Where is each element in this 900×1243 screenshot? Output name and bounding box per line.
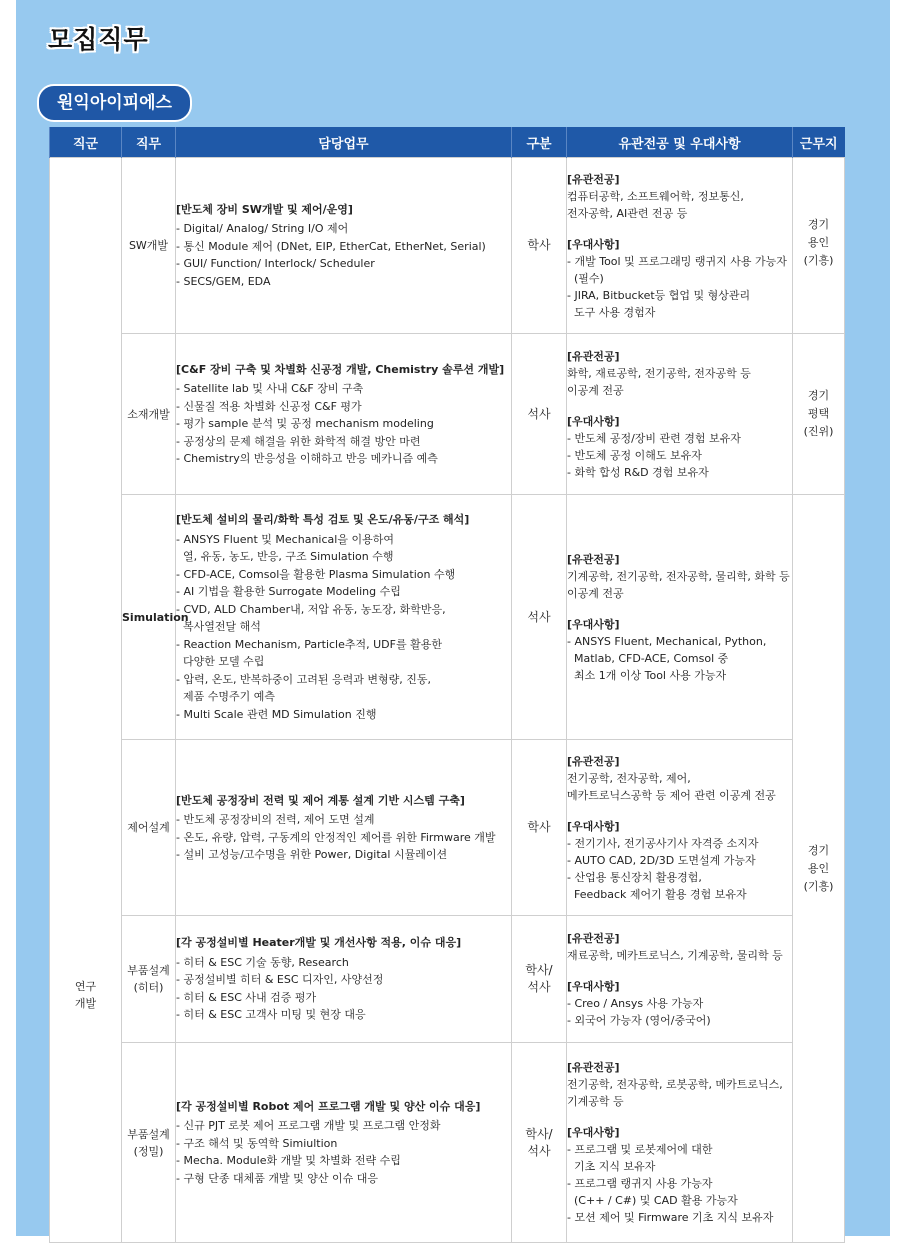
table-body bbox=[50, 158, 845, 1243]
duty-line: - Mecha. Module화 개발 및 차별화 전략 수립 bbox=[176, 1154, 401, 1168]
table-row bbox=[50, 495, 845, 740]
major-line: 이공계 전공 bbox=[567, 586, 624, 600]
major-line: 전기공학, 전자공학, 제어, bbox=[567, 771, 691, 785]
quals-cell bbox=[567, 916, 793, 1043]
duties-cell bbox=[176, 916, 512, 1043]
major-line: 기계공학 등 bbox=[567, 1095, 624, 1108]
pref-line: - 반도체 공정 이해도 보유자 bbox=[567, 448, 702, 462]
header-dept: 직군 bbox=[50, 127, 122, 158]
duty-line: - GUI/ Function/ Interlock/ Scheduler bbox=[176, 257, 375, 271]
pref-label: [우대사항] bbox=[567, 979, 620, 993]
table-row bbox=[50, 158, 845, 334]
major-label: [유관전공] bbox=[567, 349, 620, 363]
pref-line: Feedback 제어기 활용 경험 보유자 bbox=[567, 887, 747, 901]
duty-line: - Reaction Mechanism, Particle추적, UDF를 활용한 bbox=[176, 637, 442, 651]
pref-line: - 개발 Tool 및 프로그래밍 랭귀지 사용 가능자 bbox=[567, 254, 787, 268]
duty-line: - 구형 단종 대체품 개발 및 양산 이슈 대응 bbox=[176, 1171, 378, 1185]
company-badge: 원익아이피에스 bbox=[37, 84, 192, 122]
pref-label: [우대사항] bbox=[567, 237, 620, 251]
duty-line: - AI 기법을 활용한 Surrogate Modeling 수립 bbox=[176, 585, 401, 598]
header-duties: 담당업무 bbox=[176, 127, 512, 158]
quals-cell bbox=[567, 334, 793, 495]
major-label: [유관전공] bbox=[567, 931, 620, 945]
duty-line: - 히터 & ESC 고객사 미팅 및 현장 대응 bbox=[176, 1008, 366, 1022]
pref-line: - 산업용 통신장치 활용경험, bbox=[567, 870, 702, 884]
duty-line: 제품 수명주기 예측 bbox=[176, 690, 276, 703]
duty-line: - 신규 PJT 로봇 제어 프로그램 개발 및 프로그램 안정화 bbox=[176, 1119, 441, 1133]
duty-line: - Multi Scale 관련 MD Simulation 진행 bbox=[176, 707, 377, 721]
dept-cell: 연구 개발 bbox=[50, 158, 122, 1243]
spacer bbox=[567, 602, 792, 616]
duty-line: - 히터 & ESC 기술 동향, Research bbox=[176, 955, 349, 969]
major-label: [유관전공] bbox=[567, 754, 620, 768]
degree-cell: 석사 bbox=[512, 334, 567, 495]
pref-line: - 전기기사, 전기공사기사 자격증 소지자 bbox=[567, 836, 759, 850]
job-table bbox=[49, 127, 845, 1243]
pref-line: - 화학 합성 R&D 경험 보유자 bbox=[567, 465, 709, 479]
major-label: [유관전공] bbox=[567, 552, 620, 566]
duties-cell bbox=[176, 740, 512, 916]
role-name: 부품설계 (정밀) bbox=[127, 1127, 170, 1158]
page-title: 모집직무 bbox=[48, 25, 149, 54]
degree-cell: 학사/ 석사 bbox=[512, 1043, 567, 1243]
table-row bbox=[50, 334, 845, 495]
duty-title: [반도체 설비의 물리/화학 특성 검토 및 온도/유동/구조 해석] bbox=[176, 513, 470, 526]
spacer bbox=[567, 804, 792, 818]
duty-line: - Digital/ Analog/ String I/O 제어 bbox=[176, 222, 349, 236]
major-line: 기계공학, 전기공학, 전자공학, 물리학, 화학 등 bbox=[567, 569, 790, 583]
pref-line: - JIRA, Bitbucket등 협업 및 형상관리 bbox=[567, 288, 751, 302]
duty-line: - 구조 해석 및 동역학 Simiultion bbox=[176, 1136, 338, 1150]
role-cell bbox=[122, 158, 176, 334]
duties-cell bbox=[176, 158, 512, 334]
quals-cell bbox=[567, 1043, 793, 1243]
duty-line: - 설비 고성능/고수명을 위한 Power, Digital 시뮬레이션 bbox=[176, 848, 448, 861]
duty-line: - 공정설비별 히터 & ESC 디자인, 사양선정 bbox=[176, 973, 384, 987]
pref-line: - 모션 제어 및 Firmware 기초 지식 보유자 bbox=[567, 1211, 774, 1224]
role-name: 제어설계 bbox=[127, 821, 170, 834]
pref-line: 도구 사용 경험자 bbox=[567, 305, 656, 319]
duty-line: - CVD, ALD Chamber내, 저압 유동, 농도장, 화학반응, bbox=[176, 602, 446, 616]
major-line: 화학, 재료공학, 전기공학, 전자공학 등 bbox=[567, 366, 751, 380]
pref-line: - 외국어 가능자 (영어/중국어) bbox=[567, 1013, 711, 1027]
role-cell bbox=[122, 334, 176, 495]
major-line: 전기공학, 전자공학, 로봇공학, 메카트로닉스, bbox=[567, 1078, 783, 1091]
quals-cell bbox=[567, 495, 793, 740]
duty-line: - 반도체 공정장비의 전력, 제어 도면 설계 bbox=[176, 813, 375, 826]
major-label: [유관전공] bbox=[567, 172, 620, 186]
duty-title: [각 공정설비별 Robot 제어 프로그램 개발 및 양산 이슈 대응] bbox=[176, 1099, 481, 1113]
role-cell bbox=[122, 495, 189, 740]
table-header bbox=[50, 127, 845, 158]
pref-line: 기초 지식 보유자 bbox=[567, 1160, 656, 1173]
role-name: SW개발 bbox=[128, 239, 169, 252]
spacer bbox=[567, 964, 792, 978]
pref-line: (필수) bbox=[567, 271, 604, 285]
pref-label: [우대사항] bbox=[567, 819, 620, 833]
pref-line: (C++ / C#) 및 CAD 활용 가능자 bbox=[567, 1194, 738, 1207]
duties-cell bbox=[176, 1043, 512, 1243]
header-role: 직무 bbox=[122, 127, 176, 158]
spacer bbox=[567, 222, 792, 236]
duty-line: - 신물질 적용 차별화 신공정 C&F 평가 bbox=[176, 399, 362, 413]
major-label: [유관전공] bbox=[567, 1061, 620, 1074]
duty-line: - Chemistry의 반응성을 이해하고 반응 메카니즘 예측 bbox=[176, 452, 438, 465]
duty-line: - 공정상의 문제 해결을 위한 화학적 해결 방안 마련 bbox=[176, 434, 421, 448]
location-cell: 경기 용인 (기흥) bbox=[793, 495, 845, 1243]
role-name: Simulation bbox=[122, 610, 189, 624]
duty-line: - ANSYS Fluent 및 Mechanical을 이용하여 bbox=[176, 532, 394, 546]
table-row bbox=[50, 1043, 845, 1243]
role-name: 소재개발 bbox=[127, 407, 170, 421]
table-row bbox=[50, 740, 845, 916]
spacer bbox=[567, 399, 792, 413]
role-cell bbox=[122, 916, 176, 1043]
duty-title: [반도체 공정장비 전력 및 제어 계통 설계 기반 시스템 구축] bbox=[176, 793, 465, 807]
header-location: 근무지 bbox=[793, 127, 845, 158]
pref-line: Matlab, CFD-ACE, Comsol 중 bbox=[567, 651, 729, 665]
degree-cell: 석사 bbox=[512, 495, 567, 740]
duty-line: - 히터 & ESC 사내 검증 평가 bbox=[176, 990, 317, 1004]
degree-cell: 학사 bbox=[512, 740, 567, 916]
major-line: 이공계 전공 bbox=[567, 383, 624, 397]
pref-line: - 프로그램 랭귀지 사용 가능자 bbox=[567, 1177, 713, 1190]
role-name: 부품설계 (히터) bbox=[127, 964, 170, 994]
duty-title: [반도체 장비 SW개발 및 제어/운영] bbox=[176, 202, 353, 216]
header-degree: 구분 bbox=[512, 127, 567, 158]
duties-cell bbox=[176, 334, 512, 495]
major-line: 메카트로닉스공학 등 제어 관련 이공계 전공 bbox=[567, 788, 776, 802]
pref-line: - AUTO CAD, 2D/3D 도면설계 가능자 bbox=[567, 853, 756, 867]
degree-cell: 학사 bbox=[512, 158, 567, 334]
pref-line: - 프로그램 및 로봇제어에 대한 bbox=[567, 1143, 713, 1156]
major-line: 전자공학, AI관련 전공 등 bbox=[567, 206, 688, 220]
duty-title: [C&F 장비 구축 및 차별화 신공정 개발, Chemistry 솔루션 개발] bbox=[176, 362, 505, 376]
spacer bbox=[567, 1110, 792, 1124]
location-cell: 경기 용인 (기흥) bbox=[793, 158, 845, 334]
duty-line: 복사열전달 해석 bbox=[176, 620, 261, 633]
location-cell: 경기 평택 (진위) bbox=[793, 334, 845, 495]
pref-line: - 반도체 공정/장비 관련 경험 보유자 bbox=[567, 431, 741, 445]
pref-label: [우대사항] bbox=[567, 414, 620, 428]
duty-title: [각 공정설비별 Heater개발 및 개선사항 적용, 이슈 대응] bbox=[176, 936, 462, 950]
duties-cell bbox=[176, 495, 512, 740]
quals-cell bbox=[567, 158, 793, 334]
pref-label: [우대사항] bbox=[567, 617, 620, 631]
duty-line: - Satellite lab 및 사내 C&F 장비 구축 bbox=[176, 382, 364, 395]
header-quals: 유관전공 및 우대사항 bbox=[567, 127, 793, 158]
major-line: 컴퓨터공학, 소프트웨어학, 정보통신, bbox=[567, 189, 744, 203]
duty-line: - 통신 Module 제어 (DNet, EIP, EtherCat, EtherNet, Serial) bbox=[176, 239, 486, 253]
pref-line: - Creo / Ansys 사용 가능자 bbox=[567, 996, 704, 1010]
quals-cell bbox=[567, 740, 793, 916]
major-line: 재료공학, 메카트로닉스, 기계공학, 물리학 등 bbox=[567, 948, 783, 962]
duty-line: 다양한 모델 수립 bbox=[176, 655, 265, 668]
table-row bbox=[50, 916, 845, 1043]
duty-line: 열, 유동, 농도, 반응, 구조 Simulation 수행 bbox=[176, 550, 394, 563]
pref-label: [우대사항] bbox=[567, 1126, 620, 1139]
role-cell bbox=[122, 740, 176, 916]
duty-line: - SECS/GEM, EDA bbox=[176, 274, 271, 288]
pref-line: - ANSYS Fluent, Mechanical, Python, bbox=[567, 634, 767, 648]
duty-line: - 온도, 유량, 압력, 구동계의 안정적인 제어를 위한 Firmware 개발 bbox=[176, 830, 496, 844]
degree-cell: 학사/ 석사 bbox=[512, 916, 567, 1043]
role-cell bbox=[122, 1043, 176, 1243]
duty-line: - 압력, 온도, 반복하중이 고려된 응력과 변형량, 진동, bbox=[176, 672, 431, 686]
pref-line: 최소 1개 이상 Tool 사용 가능자 bbox=[567, 668, 727, 682]
duty-line: - CFD-ACE, Comsol을 활용한 Plasma Simulation 수행 bbox=[176, 567, 456, 581]
duty-line: - 평가 sample 분석 및 공정 mechanism modeling bbox=[176, 417, 434, 430]
